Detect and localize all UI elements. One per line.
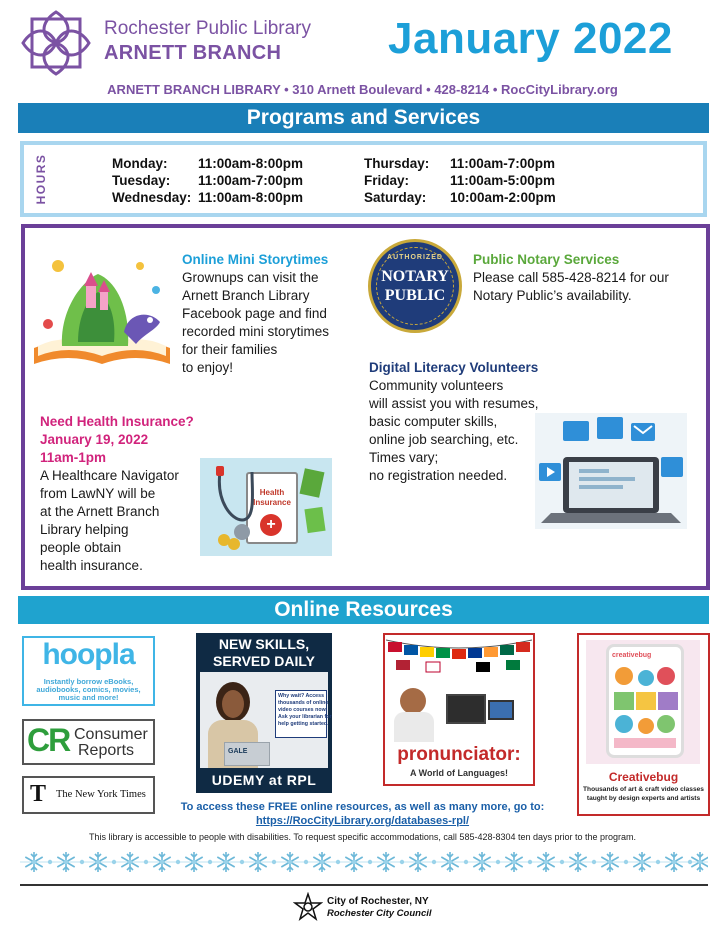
storybook-illustration-icon bbox=[32, 252, 172, 370]
hoopla-logo: hoopla bbox=[42, 638, 135, 671]
storytimes-line: Grownups can visit the bbox=[182, 270, 319, 285]
udemy-callout-line: Ask your librarian for bbox=[278, 714, 332, 720]
health-title: Need Health Insurance? bbox=[40, 414, 194, 429]
branch-name: ARNETT BRANCH bbox=[104, 42, 282, 64]
hours-time: 11:00am-7:00pm bbox=[198, 173, 304, 188]
health-line: Library helping bbox=[40, 522, 129, 537]
health-date: January 19, 2022 bbox=[40, 432, 149, 447]
library-name: Rochester Public Library bbox=[104, 18, 311, 39]
databases-link[interactable]: https://RocCityLibrary.org/databases-rpl/ bbox=[255, 815, 470, 827]
health-line: health insurance. bbox=[40, 558, 143, 573]
notary-line: Please call 585-428-8214 for our bbox=[473, 270, 669, 285]
library-logo-icon bbox=[20, 8, 92, 78]
hoopla-line: music and more! bbox=[58, 693, 119, 702]
insurance-card-line1: Health bbox=[259, 488, 285, 497]
online-resources-banner: Online Resources bbox=[18, 596, 709, 624]
cbug-thumbnails-icon bbox=[610, 664, 680, 752]
pron-person-head bbox=[400, 688, 426, 714]
laptop-illustration-icon bbox=[535, 413, 687, 529]
insurance-card-line2: Insurance bbox=[253, 498, 291, 507]
udemy-headline1: NEW SKILLS, bbox=[218, 636, 310, 652]
udemy-headline2: SERVED DAILY bbox=[213, 653, 315, 669]
storytimes-title: Online Mini Storytimes bbox=[182, 252, 329, 267]
flags-bunting-icon bbox=[386, 636, 532, 676]
notary-line: Notary Public’s availability. bbox=[473, 288, 632, 303]
hoopla-line: Instantly borrow eBooks, bbox=[43, 677, 134, 686]
pron-logo: pronunciator: bbox=[397, 744, 521, 765]
cbug-line: taught by design experts and artists bbox=[586, 795, 701, 802]
hours-time: 11:00am-5:00pm bbox=[450, 173, 556, 188]
digital-line: online job searching, etc. bbox=[369, 432, 519, 447]
nyt-mark: T bbox=[30, 781, 47, 807]
pron-tablet bbox=[488, 700, 514, 720]
programs-banner: Programs and Services bbox=[18, 103, 709, 133]
stethoscope-icon bbox=[206, 462, 330, 552]
digital-line: no registration needed. bbox=[369, 468, 508, 483]
health-line: at the Arnett Branch bbox=[40, 504, 160, 519]
udemy-callout-line: Why wait? Access bbox=[278, 693, 325, 699]
hoopla-line: audiobooks, comics, movies, bbox=[36, 685, 141, 694]
pron-person-body bbox=[394, 712, 434, 742]
snowflake-border-icon bbox=[20, 848, 708, 876]
storytimes-line: to enjoy! bbox=[182, 360, 234, 375]
hours-day: Monday: bbox=[112, 156, 168, 171]
hours-day: Wednesday: bbox=[112, 190, 192, 205]
hours-day: Tuesday: bbox=[112, 173, 171, 188]
digital-line: Community volunteers bbox=[369, 378, 504, 393]
cr-logo: CR bbox=[27, 722, 70, 758]
cr-line2: Reports bbox=[78, 742, 135, 759]
digital-line: will assist you with resumes, bbox=[369, 396, 539, 411]
digital-line: basic computer skills, bbox=[369, 414, 498, 429]
udemy-callout-line: video courses now. bbox=[278, 707, 327, 713]
cr-line1: Consumer bbox=[74, 726, 148, 743]
udemy-footer: UDEMY at RPL bbox=[211, 772, 317, 788]
storytimes-line: Facebook page and find bbox=[182, 306, 327, 321]
accessibility-note: This library is accessible to people with disabilities. To request specific accommodations, call 585-428-8304 ten days prior to the program. bbox=[88, 832, 637, 842]
cbug-screen-title: creativebug bbox=[612, 652, 652, 659]
hours-time: 11:00am-8:00pm bbox=[198, 190, 304, 205]
footer-divider bbox=[20, 884, 708, 886]
notary-seal-line1: NOTARY bbox=[381, 268, 449, 285]
health-line: people obtain bbox=[40, 540, 122, 555]
hours-label: HOURS bbox=[34, 153, 48, 205]
cbug-name: Creativebug bbox=[608, 770, 679, 784]
address-line: ARNETT BRANCH LIBRARY • 310 Arnett Boulevard • 428-8214 • RocCityLibrary.org bbox=[107, 82, 618, 97]
udemy-person-face bbox=[222, 690, 244, 718]
hours-day: Saturday: bbox=[364, 190, 427, 205]
hours-day: Thursday: bbox=[364, 156, 430, 171]
udemy-gale-logo: GALE bbox=[228, 748, 248, 755]
hours-time: 10:00am-2:00pm bbox=[450, 190, 556, 205]
health-line: A Healthcare Navigator bbox=[40, 468, 179, 483]
notary-title: Public Notary Services bbox=[473, 252, 620, 267]
medical-cross-icon: + bbox=[260, 514, 282, 536]
pron-tagline: A World of Languages! bbox=[410, 768, 508, 778]
notary-seal-line2: PUBLIC bbox=[384, 287, 446, 304]
udemy-callout-line: thousands of online bbox=[278, 700, 329, 706]
page-title: January 2022 bbox=[388, 14, 673, 63]
cbug-line: Thousands of art & craft video classes bbox=[583, 786, 704, 793]
notary-seal-top: AUTHORIZED bbox=[387, 254, 443, 261]
access-text: To access these FREE online resources, as well as many more, go to: bbox=[180, 801, 545, 813]
health-time: 11am-1pm bbox=[40, 450, 107, 465]
footer-city: City of Rochester, NY bbox=[327, 896, 429, 907]
city-logo-icon bbox=[293, 892, 323, 922]
hours-day: Friday: bbox=[364, 173, 410, 188]
udemy-callout-line: help getting started. bbox=[278, 721, 329, 727]
storytimes-line: recorded mini storytimes bbox=[182, 324, 330, 339]
storytimes-line: Arnett Branch Library bbox=[182, 288, 310, 303]
footer-council: Rochester City Council bbox=[327, 908, 432, 919]
digital-line: Times vary; bbox=[369, 450, 439, 465]
hours-time: 11:00am-8:00pm bbox=[198, 156, 304, 171]
health-line: from LawNY will be bbox=[40, 486, 156, 501]
nyt-name: The New York Times bbox=[56, 789, 146, 800]
digital-title: Digital Literacy Volunteers bbox=[369, 360, 539, 375]
pron-monitor bbox=[446, 694, 486, 724]
hours-time: 11:00am-7:00pm bbox=[450, 156, 556, 171]
storytimes-line: for their families bbox=[182, 342, 278, 357]
